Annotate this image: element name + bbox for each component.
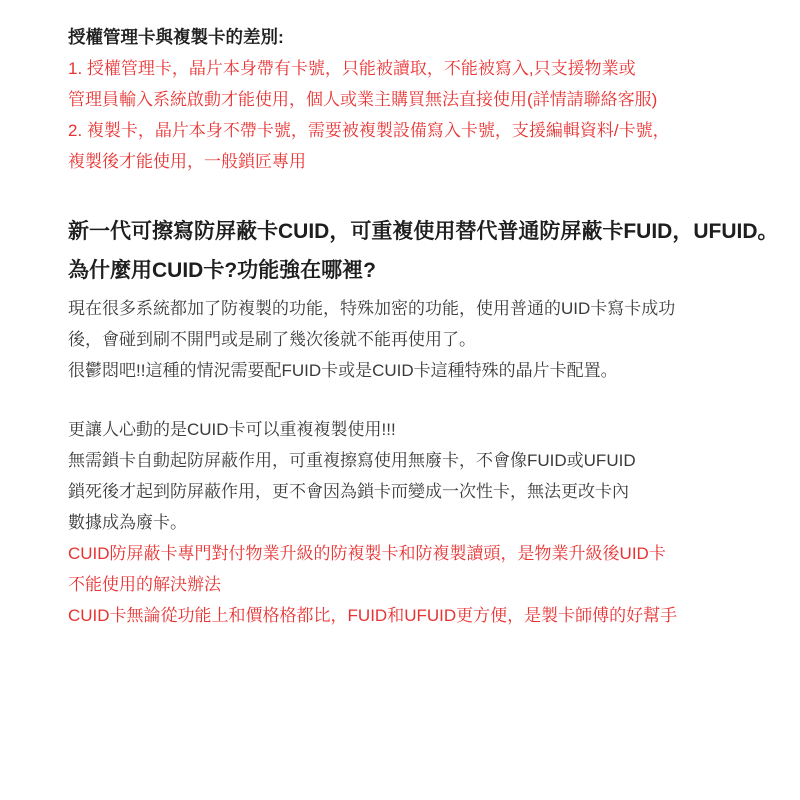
cuid-benefit-line-1: 更讓人心動的是CUID卡可以重複複製使用!!! <box>68 420 396 439</box>
cuid-benefit-line-3: 鎖死後才起到防屏蔽作用，更不會因為鎖卡而變成一次性卡，無法更改卡內 <box>68 482 629 501</box>
cuid-intro-line-3: 很鬱悶吧!!這種的情況需要配FUID卡或是CUID卡這種特殊的晶片卡配置。 <box>68 361 618 380</box>
card-difference-line-1: 1. 授權管理卡，晶片本身帶有卡號，只能被讀取，不能被寫入,只支援物業或 <box>68 59 636 78</box>
cuid-benefit-line-2: 無需鎖卡自動起防屏蔽作用，可重複擦寫使用無廢卡，不會像FUID或UFUID <box>68 451 636 470</box>
card-difference-line-3: 2. 複製卡，晶片本身不帶卡號，需要被複製設備寫入卡號，支援編輯資料/卡號， <box>68 121 670 140</box>
cuid-solution-line-2: 不能使用的解決辦法 <box>68 575 221 594</box>
cuid-solution-line-1: CUID防屏蔽卡專門對付物業升級的防複製卡和防複製讀頭，是物業升級後UID卡 <box>68 544 666 563</box>
card-difference-heading: 授權管理卡與複製卡的差別: <box>68 27 284 47</box>
cuid-intro-heading-line-1: 新一代可擦寫防屏蔽卡CUID，可重複使用替代普通防屏蔽卡FUID，UFUID。 <box>68 220 779 243</box>
cuid-intro-line-1: 現在很多系統都加了防複製的功能，特殊加密的功能，使用普通的UID卡寫卡成功 <box>68 299 676 318</box>
cuid-benefit-line-4: 數據成為廢卡。 <box>68 513 187 532</box>
cuid-solution-line-3: CUID卡無論從功能上和價格格都比，FUID和UFUID更方便，是製卡師傅的好幫手 <box>68 606 678 625</box>
card-difference-line-4: 複製後才能使用，一般鎖匠專用 <box>68 152 306 171</box>
cuid-intro-heading-line-2: 為什麼用CUID卡?功能強在哪裡? <box>68 259 376 282</box>
card-difference-line-2: 管理員輸入系統啟動才能使用，個人或業主購買無法直接使用(詳情請聯絡客服) <box>68 90 658 109</box>
cuid-intro-line-2: 後，會碰到刷不開門或是刷了幾次後就不能再使用了。 <box>68 330 476 349</box>
